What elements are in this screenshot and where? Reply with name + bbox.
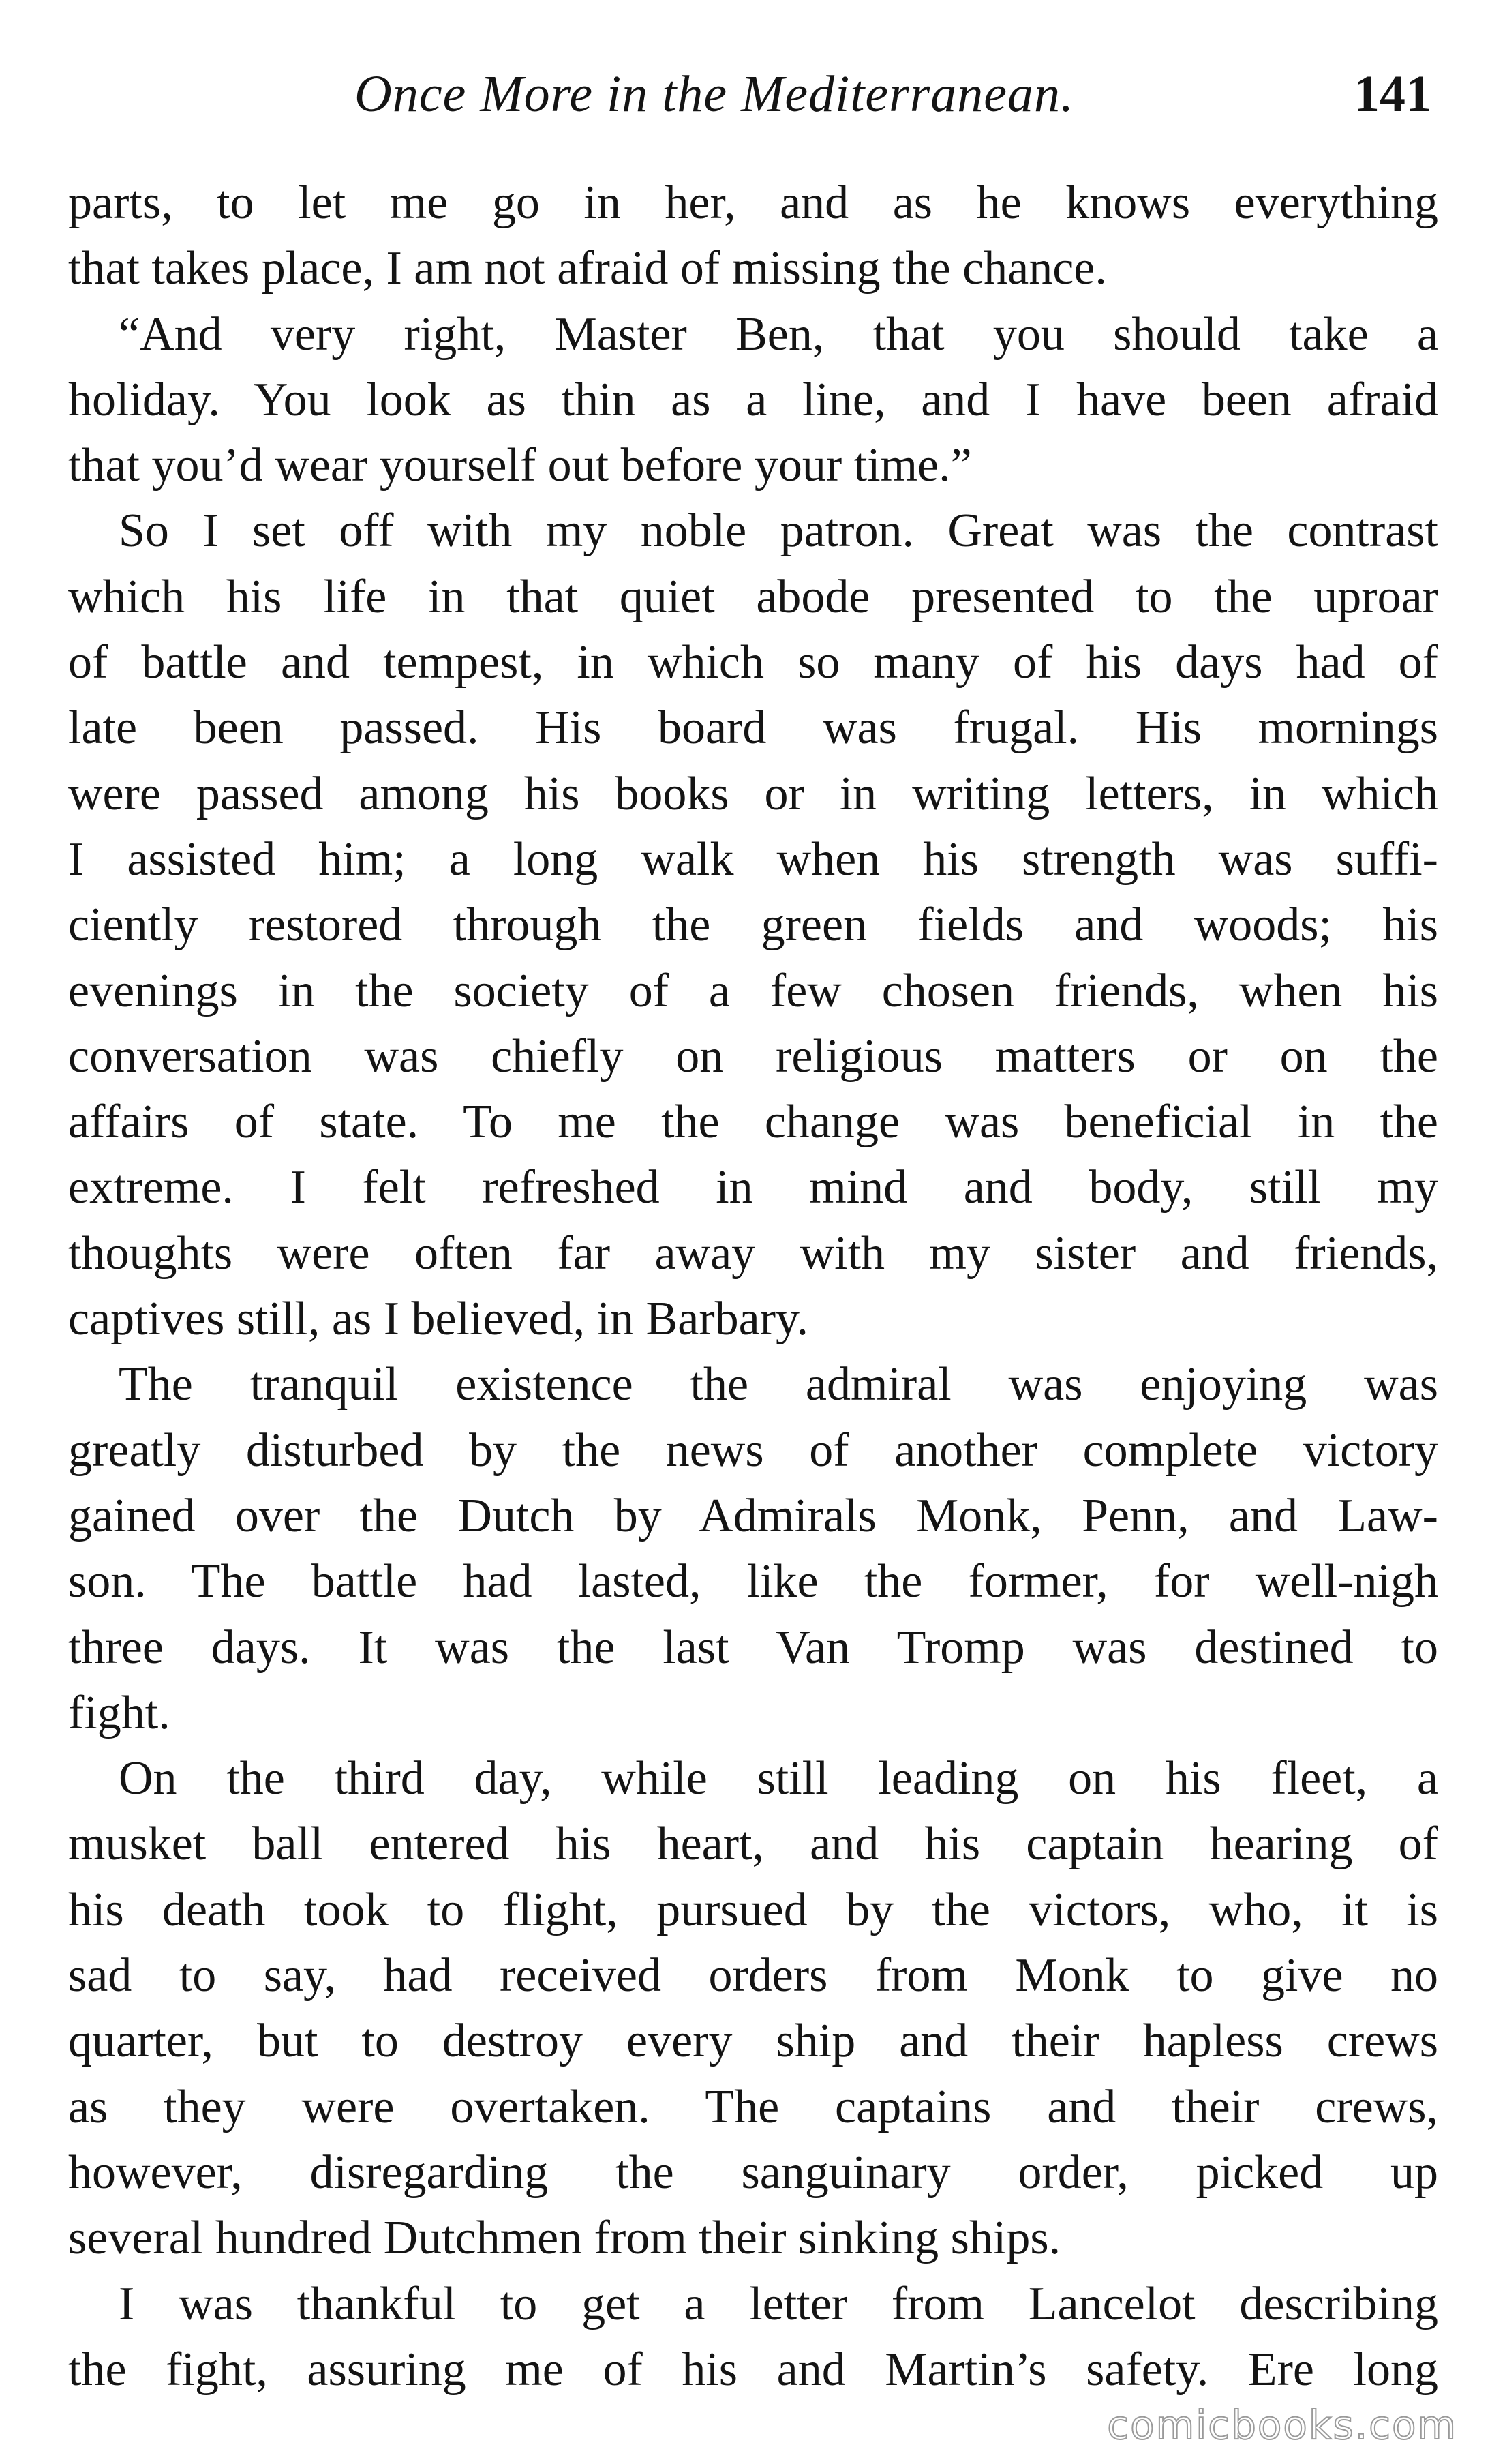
text-line: musket ball entered his heart, and his captain hearing of bbox=[68, 1818, 1438, 1871]
text-line: extreme. I felt refreshed in mind and body, still my bbox=[68, 1161, 1438, 1214]
text-line: his death took to flight, pursued by the victors, who, it is bbox=[68, 1883, 1438, 1936]
text-line: ciently restored through the green fields and woods; his bbox=[68, 899, 1438, 952]
text-line: I assisted him; a long walk when his strength was suffi- bbox=[68, 832, 1438, 886]
watermark: comicbooks.com bbox=[1107, 2402, 1457, 2448]
text-line: late been passed. His board was frugal. His mornings bbox=[68, 702, 1438, 755]
body-text bbox=[68, 170, 1438, 2403]
text-line: thoughts were often far away with my sister and friends, bbox=[68, 1227, 1438, 1280]
text-line: were passed among his books or in writing letters, in which bbox=[68, 767, 1438, 820]
page-header bbox=[68, 53, 1438, 142]
text-line: as they were overtaken. The captains and their crews, bbox=[68, 2080, 1438, 2133]
text-line: which his life in that quiet abode presented to the uproar bbox=[68, 570, 1438, 623]
text-line: I was thankful to get a letter from Lancelot describing bbox=[119, 2277, 1438, 2330]
text-line: that you’d wear yourself out before your time.” bbox=[68, 439, 972, 492]
text-line: son. The battle had lasted, like the former, for well-nigh bbox=[68, 1555, 1438, 1608]
text-line: On the third day, while still leading on his fleet, a bbox=[119, 1752, 1438, 1805]
text-line: three days. It was the last Van Tromp was destined to bbox=[68, 1621, 1438, 1674]
text-line: conversation was chiefly on religious matters or on the bbox=[68, 1030, 1438, 1083]
text-line: evenings in the society of a few chosen friends, when his bbox=[68, 964, 1438, 1017]
text-line: quarter, but to destroy every ship and their hapless crews bbox=[68, 2015, 1438, 2068]
text-line: that takes place, I am not afraid of missing the chance. bbox=[68, 242, 1107, 295]
text-line: “And very right, Master Ben, that you should take a bbox=[119, 307, 1438, 361]
text-line: holiday. You look as thin as a line, and I have been afraid bbox=[68, 373, 1438, 426]
text-line: gained over the Dutch by Admirals Monk, Penn, and Law- bbox=[68, 1489, 1438, 1542]
text-line: however, disregarding the sanguinary order, picked up bbox=[68, 2146, 1438, 2199]
text-line: greatly disturbed by the news of another complete victory bbox=[68, 1424, 1438, 1477]
page-number: 141 bbox=[1354, 65, 1431, 123]
text-line: several hundred Dutchmen from their sinking ships. bbox=[68, 2212, 1061, 2265]
text-line: affairs of state. To me the change was beneficial in the bbox=[68, 1096, 1438, 1149]
text-line: The tranquil existence the admiral was enjoying was bbox=[119, 1358, 1438, 1411]
text-line: sad to say, had received orders from Monk to give no bbox=[68, 1949, 1438, 2002]
text-line: the fight, assuring me of his and Martin’s safety. Ere long bbox=[68, 2343, 1438, 2396]
text-line: fight. bbox=[68, 1686, 170, 1739]
text-line: captives still, as I believed, in Barbary. bbox=[68, 1293, 808, 1346]
text-line: of battle and tempest, in which so many of his days had of bbox=[68, 636, 1438, 689]
running-title: Once More in the Mediterranean. bbox=[354, 65, 1074, 123]
text-line: So I set off with my noble patron. Great was the contrast bbox=[119, 505, 1438, 558]
text-line: parts, to let me go in her, and as he knows everything bbox=[68, 177, 1438, 229]
